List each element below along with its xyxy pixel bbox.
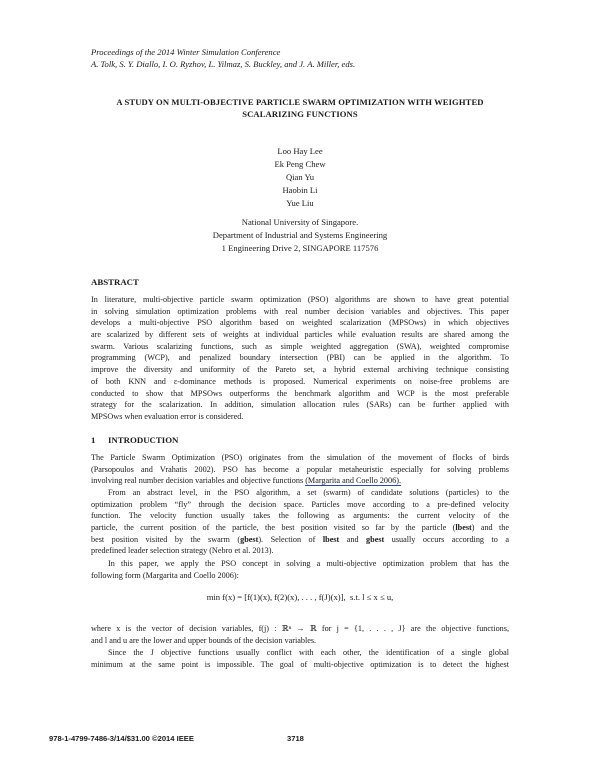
affiliation [150, 216, 450, 255]
text-segment: ) and the [471, 523, 509, 533]
proceedings-title: Proceedings of the 2014 Winter Simulation Conference [91, 47, 281, 57]
text-line: From an abstract level, in the PSO algorithm, a set (swarm) of candidate solutions (particles) to the [108, 488, 509, 497]
author-list [200, 145, 400, 210]
text-line: optimization problem “fly” through the decision space. Particles move according to a pre-defined velocity [91, 499, 509, 509]
paper-title [60, 97, 540, 120]
affiliation-line: National University of Singapore. [241, 217, 359, 227]
text-line [91, 475, 509, 487]
author-name: Haobin Li [282, 185, 318, 195]
text-segment: gbest [240, 534, 259, 544]
text-line: The Particle Swarm Optimization (PSO) originates from the simulation of the movement of flocks of birds [91, 453, 509, 462]
abstract-line: swarm. Various scalarizing functions, such as simple weighted aggregation (SWA), weighted compromise [91, 341, 509, 351]
text-segment: involving real number decision variables and objective functions [91, 476, 306, 486]
text-segment: particle, the current position of the particle, the best position visited so far by the particle ( [91, 523, 456, 533]
abstract-line: develops a multi-objective PSO algorithm based on weighted scalarization (MPSOws) in which objectives [91, 318, 509, 328]
text-line: function. The velocity function usually takes the following as arguments: the current velocity of the [91, 511, 509, 521]
formula-constraint: s.t. l ≤ x ≤ u, [349, 592, 394, 602]
page-number: 3718 [287, 734, 304, 743]
abstract-line: conducted to show that MPSOws outperforms the benchmark algorithm and WCP is the most preferable [91, 388, 509, 398]
citation-link[interactable]: (Margarita and Coello 2006). [305, 476, 401, 486]
paper-title-line-2: SCALARIZING FUNCTIONS [242, 108, 358, 119]
intro-paragraph-3 [91, 558, 509, 581]
text-line: and l and u are the lower and upper bounds of the decision variables. [91, 635, 317, 645]
footer-isbn: 978-1-4799-7486-3/14/$31.00 ©2014 IEEE [49, 734, 194, 743]
text-line: where x is the vector of decision variables, f(j) : ℝⁿ → ℝ for j = {1, . . . , J} are the objective functions, [91, 624, 509, 633]
intro-paragraph-1 [91, 452, 509, 487]
text-segment: and [339, 534, 367, 544]
abstract-line: of both KNN and ε-dominance methods is proposed. Numerical experiments on noise-free problems are [91, 376, 509, 386]
affiliation-line: Department of Industrial and Systems Engineering [212, 230, 388, 240]
text-segment: gbest [366, 534, 385, 544]
introduction-heading [91, 435, 178, 445]
author-name: Loo Hay Lee [277, 146, 323, 156]
abstract-body [91, 294, 509, 423]
paper-title-line-1: A STUDY ON MULTI-OBJECTIVE PARTICLE SWARM OPTIMIZATION WITH WEIGHTED [116, 97, 484, 107]
abstract-heading: ABSTRACT [91, 277, 139, 287]
abstract-line: strategy for the scalarization. In addition, simulation allocation rules (SARs) can be further applied with [91, 400, 509, 410]
abstract-line: are scalarized by different sets of weights at individual particles while evaluation results are shared among the [91, 330, 509, 340]
text-line: Since the J objective functions usually conflict with each other, the identification of a single global [108, 648, 509, 657]
formula-text: min f(x) = [f(1)(x), f(2)(x), . . . , f(J)(x)], [206, 592, 346, 602]
text-line [91, 534, 509, 546]
section-title: INTRODUCTION [108, 435, 179, 445]
text-segment: usually occurs according to a [384, 534, 510, 544]
affiliation-line: 1 Engineering Drive 2, SINGAPORE 117576 [221, 243, 379, 253]
text-segment: best position visited by the swarm ( [91, 534, 241, 544]
intro-paragraph-5 [91, 647, 509, 670]
text-line: predefined leader selection strategy (Nebro et al. 2013). [91, 546, 274, 556]
objective-formula [91, 592, 509, 602]
text-segment: lbest [455, 523, 472, 533]
text-segment: ). Selection of [258, 534, 323, 544]
text-line: In this paper, we apply the PSO concept in solving a multi-objective optimization problem that has the [108, 559, 509, 568]
text-line: minimum at the same point is impossible. The goal of multi-objective optimization is to detect the highest [91, 659, 509, 669]
text-line: (Parsopoulos and Vrahatis 2002). PSO has become a popular metaheuristic especially for solving problems [91, 464, 509, 474]
text-line: following form (Margarita and Coello 2006): [91, 570, 239, 580]
abstract-line: programming (WCP), and penalized boundary intersection (PBI) can be applied in the algorithm. To [91, 353, 509, 363]
intro-paragraph-4 [91, 623, 509, 646]
abstract-line: improve the diversity and uniformity of the Pareto set, a hybrid external archiving technique consisting [91, 365, 509, 375]
section-number: 1 [91, 435, 96, 445]
text-line [91, 522, 509, 534]
author-name: Ek Peng Chew [274, 159, 326, 169]
proceedings-header [91, 46, 355, 70]
author-name: Qian Yu [285, 172, 315, 182]
proceedings-editors: A. Tolk, S. Y. Diallo, I. O. Ryzhov, L. Yilmaz, S. Buckley, and J. A. Miller, eds. [91, 59, 356, 69]
abstract-line: In literature, multi-objective particle swarm optimization (PSO) algorithms are shown to have great potential [91, 295, 509, 304]
text-segment: lbest [322, 534, 340, 544]
author-name: Yue Liu [286, 198, 314, 208]
intro-paragraph-2 [91, 487, 509, 557]
abstract-line: MPSOws when evaluation error is considered. [91, 411, 244, 421]
abstract-line: in solving simulation optimization problems with real number decision variables and objectives. This paper [91, 306, 509, 316]
